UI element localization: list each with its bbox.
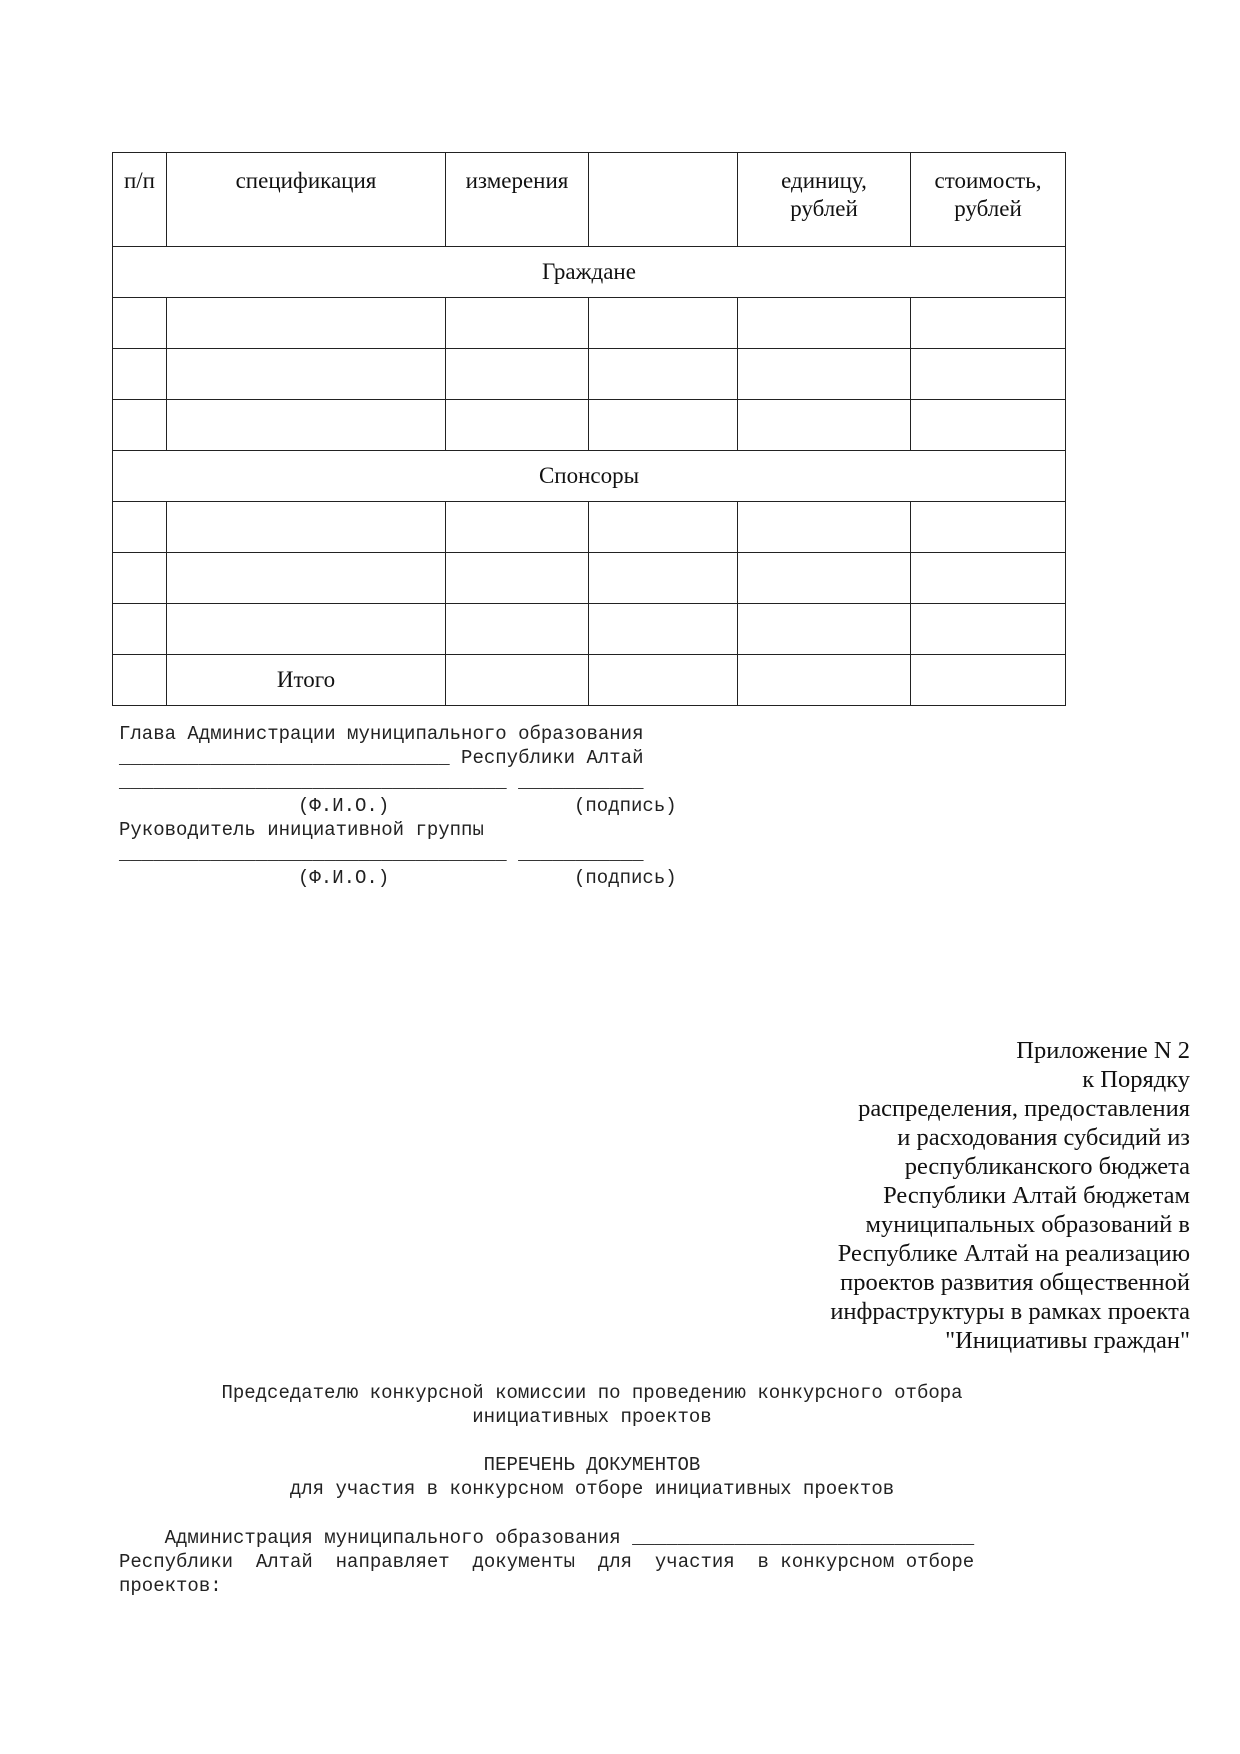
addressee-line-1: Председателю конкурсной комиссии по проведению конкурсного отбора — [221, 1382, 963, 1404]
header-cell: спецификация — [167, 153, 446, 247]
table-row — [113, 502, 1066, 553]
table-row — [113, 298, 1066, 349]
appendix-line: муниципальных образований в — [865, 1211, 1190, 1238]
signature-line-3: __________________________________ ___________ — [119, 771, 644, 793]
body-line-3: проектов: — [119, 1575, 222, 1597]
addressee-line-2: инициативных проектов — [472, 1406, 712, 1428]
header-cell: стоимость, рублей — [911, 153, 1066, 247]
appendix-header — [830, 1036, 1190, 1355]
appendix-line: и расходования субсидий из — [897, 1124, 1190, 1151]
table-row — [113, 604, 1066, 655]
header-cell — [589, 153, 738, 247]
header-cell: единицу, рублей — [738, 153, 911, 247]
signature-line-1: Глава Администрации муниципального образования — [119, 723, 644, 745]
header-cell: измерения — [446, 153, 589, 247]
header-cell: п/п — [113, 153, 167, 247]
section-title: Спонсоры — [113, 451, 1066, 502]
table-row — [113, 553, 1066, 604]
signature-line-5: __________________________________ ___________ — [119, 843, 644, 865]
appendix-line: Республики Алтай бюджетам — [883, 1182, 1190, 1209]
total-row — [113, 655, 1066, 706]
total-label: Итого — [167, 655, 446, 706]
document-subtitle: для участия в конкурсном отборе инициативных проектов — [289, 1478, 895, 1500]
section-row — [113, 451, 1066, 502]
appendix-line: проектов развития общественной — [840, 1269, 1190, 1296]
appendix-line: к Порядку — [1082, 1066, 1190, 1093]
fio-label-1: (Ф.И.О.) — [298, 795, 390, 817]
document-title: ПЕРЕЧЕНЬ ДОКУМЕНТОВ — [483, 1454, 701, 1476]
table-header-row — [113, 153, 1066, 247]
fio-label-2: (Ф.И.О.) — [298, 867, 390, 889]
appendix-line: распределения, предоставления — [858, 1095, 1190, 1122]
body-line-2: Республики Алтай направляет документы для участия в конкурсном отборе — [119, 1551, 975, 1573]
appendix-line: Приложение N 2 — [1016, 1037, 1190, 1064]
appendix-line: "Инициативы граждан" — [945, 1327, 1190, 1354]
signature-line-4: Руководитель инициативной группы — [119, 819, 484, 841]
section-title: Граждане — [113, 247, 1066, 298]
cost-table — [112, 152, 1066, 706]
section-row — [113, 247, 1066, 298]
appendix-line: республиканского бюджета — [904, 1153, 1190, 1180]
appendix-line: инфраструктуры в рамках проекта — [830, 1298, 1190, 1325]
signature-label-2: (подпись) — [574, 867, 677, 889]
appendix-line: Республике Алтай на реализацию — [837, 1240, 1190, 1267]
signature-label-1: (подпись) — [574, 795, 677, 817]
table-row — [113, 349, 1066, 400]
signature-line-2: _____________________________ Республики Алтай — [119, 747, 644, 769]
table-row — [113, 400, 1066, 451]
body-line-1: Администрация муниципального образования ______________________________ — [119, 1527, 975, 1549]
